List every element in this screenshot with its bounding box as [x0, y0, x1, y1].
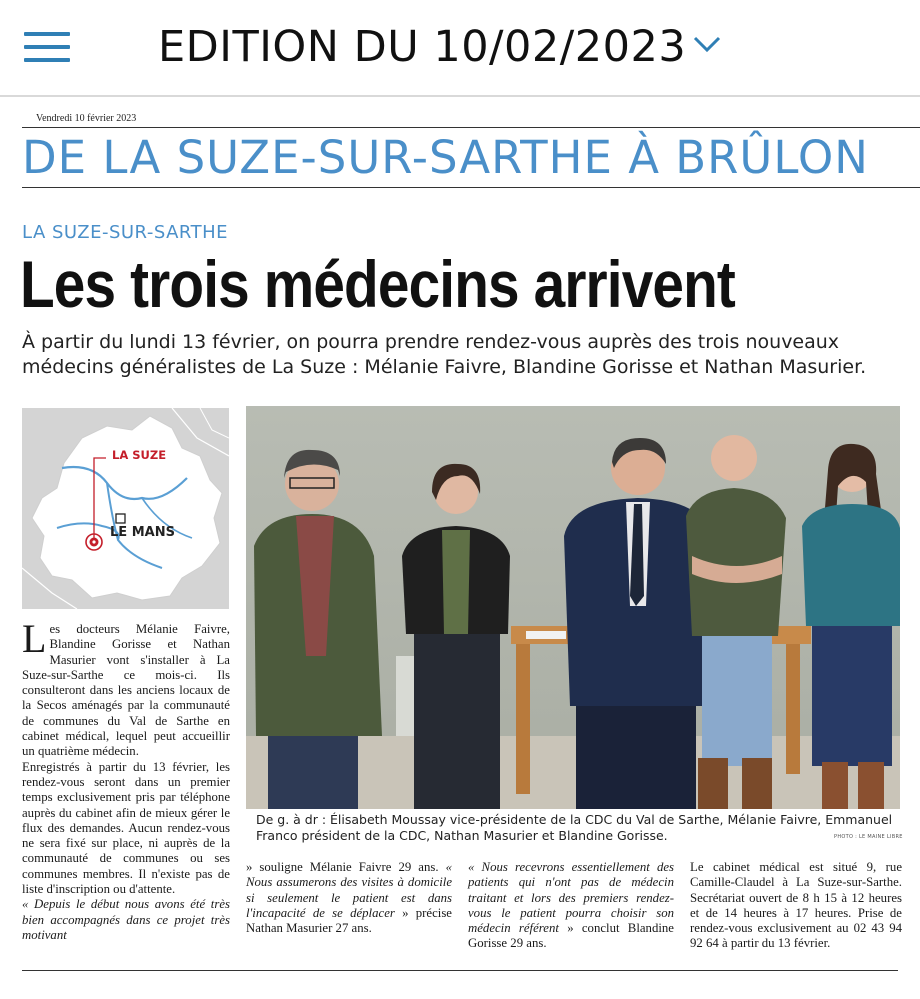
- edition-title[interactable]: EDITION DU 10/02/2023: [158, 22, 687, 72]
- divider: [22, 187, 920, 188]
- article-headline: Les trois médecins arrivent: [20, 247, 735, 321]
- article-paragraph: es docteurs Mélanie Faivre, Blandine Gorisse et Nathan Masurier vont s'installer à La Suze-sur-Sarthe ce mois-ci. Ils consulteront dans les anciens locaux de la Secos aménagés par la communauté de communes du Val de Sarthe en cabinet médical, lequel peut accueillir un quatrième médecin.: [22, 622, 230, 759]
- drop-cap: L: [22, 616, 47, 661]
- le-mans-marker: [116, 514, 125, 523]
- map-label-le-mans: LE MANS: [110, 525, 175, 540]
- article-paragraph: Enregistrés à partir du 13 février, les rendez-vous seront dans un premier temps exclusivement pris par téléphone auprès du cabinet afin de mieux gérer le flux des demandes. Aucun rendez-vous ne sera fixé sur place, ni auprès de la communauté de communes ou ses communes membres. Il n'existe pas de liste d'inscription ou d'attente.: [22, 759, 230, 897]
- page-date: Vendredi 10 février 2023: [36, 113, 137, 124]
- article-kicker: LA SUZE-SUR-SARTHE: [22, 222, 229, 243]
- article-column-1: [22, 616, 230, 943]
- photo-caption: De g. à dr : Élisabeth Moussay vice-présidente de la CDC du Val de Sarthe, Mélanie Faivre, Emmanuel Franco président de la CDC, Nathan Masurier et Blandine Gorisse.: [256, 812, 893, 843]
- divider: [22, 970, 898, 971]
- quote-attribution: » souligne Mélanie Faivre 29 ans.: [246, 860, 446, 874]
- article-photo: [246, 406, 900, 809]
- quote-masurier: « Nous assumerons des visites à domicile si seulement le patient est dans l'incapacité de se déplacer: [246, 860, 452, 920]
- department-shape: [32, 416, 222, 600]
- app-header: [0, 0, 920, 97]
- quote-faivre: « Depuis le début nous avons été très bien accompagnés dans ce projet très motivant: [22, 897, 230, 942]
- quote-gorisse: « Nous recevrons essentiellement des patients qui n'ont pas de médecin traitant et lors des premiers rendez-vous le patient pourra choisir son médecin référent: [468, 860, 674, 936]
- quote-attribution: » précise Nathan Masurier 27 ans.: [246, 905, 452, 936]
- section-title: DE LA SUZE-SUR-SARTHE À BRÛLON: [22, 131, 869, 184]
- article-column-3: [468, 860, 674, 952]
- chevron-down-icon[interactable]: [692, 34, 722, 54]
- quote-attribution: » conclut Blandine Gorisse 29 ans.: [468, 921, 674, 951]
- map-label-la-suze: LA SUZE: [112, 448, 167, 462]
- article-column-2: [246, 860, 452, 936]
- menu-icon[interactable]: [24, 32, 70, 62]
- divider: [22, 127, 920, 128]
- article-paragraph: Le cabinet médical est situé 9, rue Camille-Claudel à La Suze-sur-Sarthe. Secrétariat ouvert de 8 h 15 à 12 heures et de 14 heures à 17 heures. Prise de rendez-vous exclusivement au 02 43 94 92 64 à partir du 13 février.: [690, 860, 902, 951]
- photo-credit: PHOTO : LE MAINE LIBRE: [834, 834, 903, 840]
- locator-map: [22, 408, 229, 609]
- article-column-4: [690, 860, 902, 952]
- article-lede: À partir du lundi 13 février, on pourra prendre rendez-vous auprès des trois nouveaux médecins généralistes de La Suze : Mélanie Faivre, Blandine Gorisse et Nathan Masurier.: [22, 331, 867, 378]
